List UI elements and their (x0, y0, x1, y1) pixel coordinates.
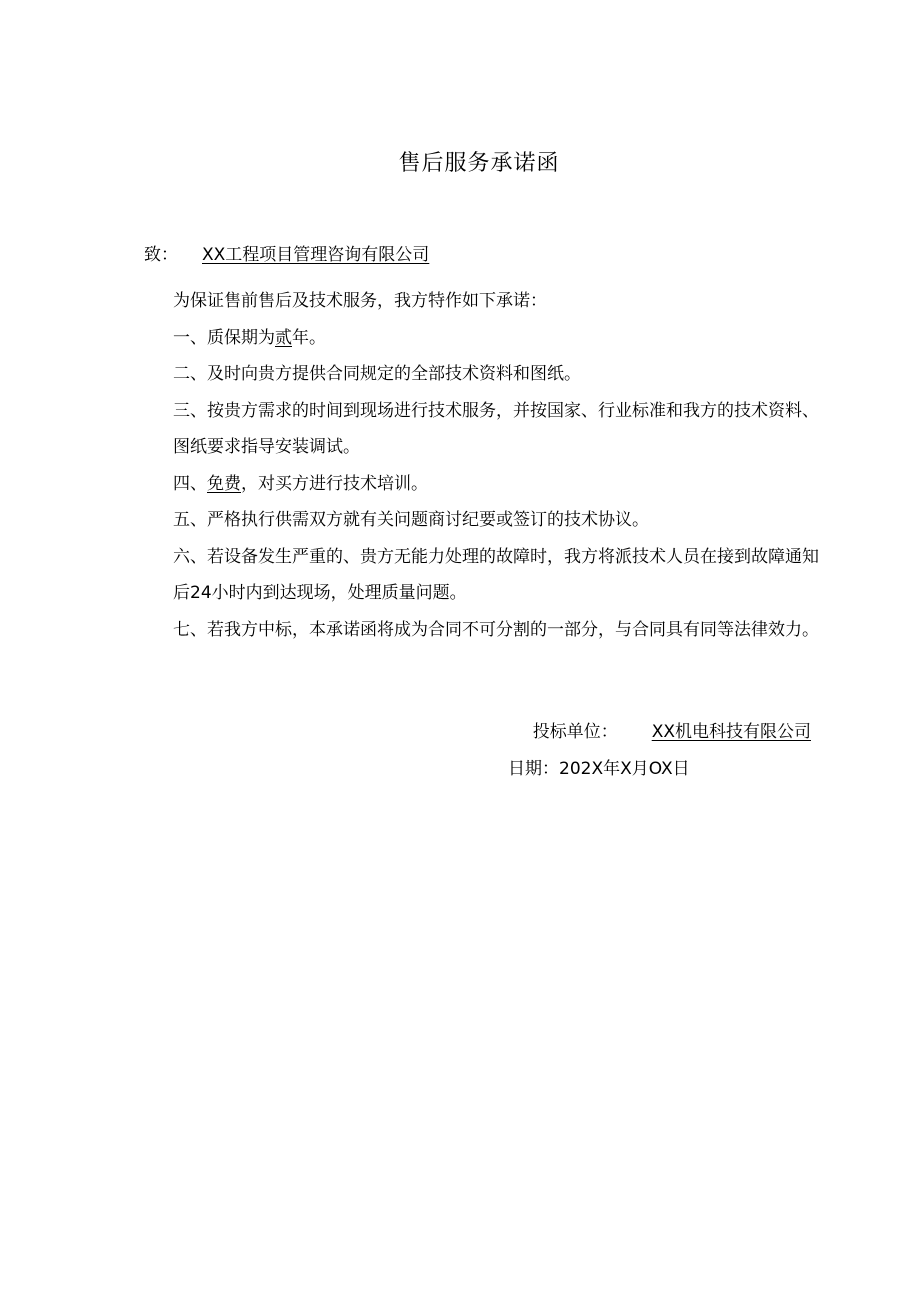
item-1-before: 一、质保期为 (173, 327, 275, 348)
free-training: 免费 (207, 473, 241, 494)
commitment-item-7: 七、若我方中标，本承诺函将成为合同不可分割的一部分，与合同具有同等法律效力。 (173, 619, 819, 640)
commitment-item-6: 六、若设备发生严重的、贵方无能力处理的故障时，我方将派技术人员在接到故障通知后24小时内到达现场，处理质量问题。 (173, 546, 819, 603)
recipient-name: XX工程项目管理咨询有限公司 (202, 245, 430, 265)
commitment-item-4 (173, 466, 823, 503)
bidder-label: 投标单位： (532, 722, 618, 742)
item-4-after: ，对买方进行技术培训。 (241, 473, 428, 494)
commitment-body (173, 283, 823, 648)
commitment-item-2: 二、及时向贵方提供合同规定的全部技术资料和图纸。 (173, 364, 581, 384)
warranty-years: 贰 (275, 327, 292, 348)
item-4-before: 四、 (173, 473, 207, 494)
bidder-name: XX机电科技有限公司 (651, 722, 811, 742)
intro-paragraph: 为保证售前售后及技术服务，我方特作如下承诺： (173, 291, 547, 311)
page-title: 售后服务承诺函 (398, 151, 560, 176)
commitment-item-5: 五、严格执行供需双方就有关问题商讨纪要或签订的技术协议。 (173, 510, 649, 530)
commitment-item-3: 三、按贵方需求的时间到现场进行技术服务，并按国家、行业标准和我方的技术资料、图纸要求指导安装调试。 (173, 400, 819, 457)
commitment-item-1 (173, 320, 823, 357)
recipient-label: 致： (144, 245, 178, 265)
recipient-line (144, 240, 429, 265)
item-1-after: 年。 (292, 327, 326, 348)
signature-date: 日期：202X年X月OX日 (508, 759, 690, 779)
bidder-line (533, 717, 811, 742)
